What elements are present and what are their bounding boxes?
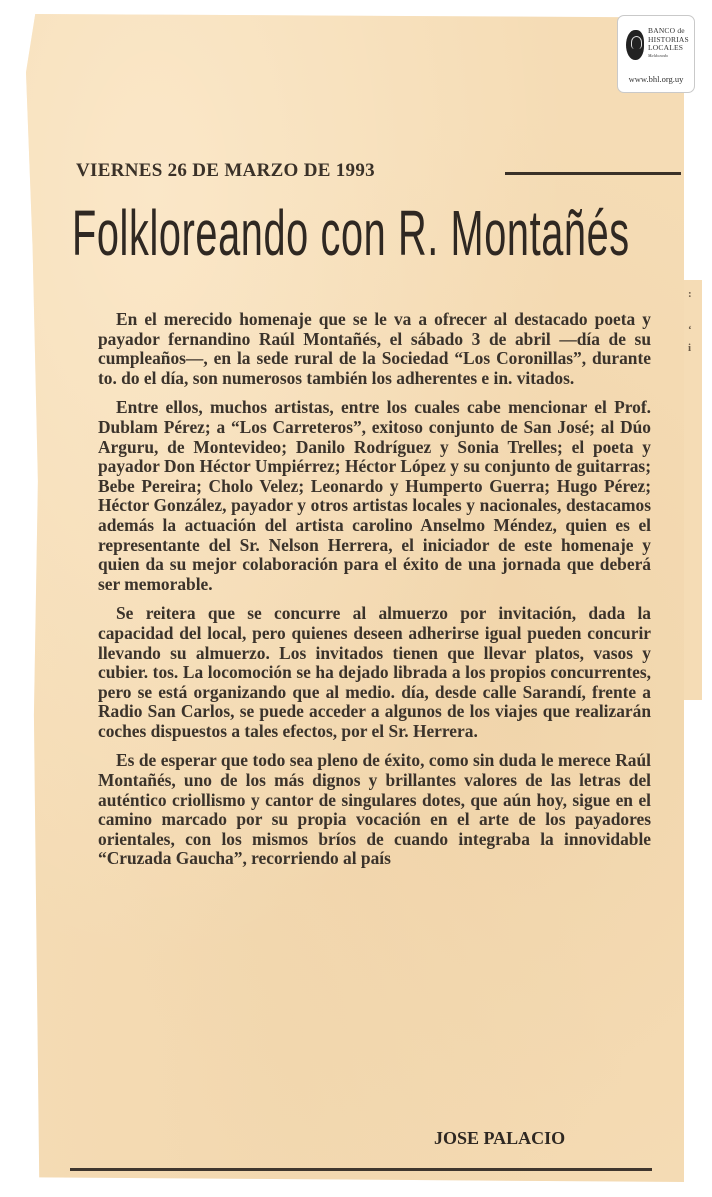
bhl-watermark-badge — [617, 15, 695, 93]
bottom-rule — [70, 1168, 652, 1171]
article-body — [98, 310, 651, 879]
headline: Folkloreando con R. Montañés — [72, 197, 630, 269]
byline: JOSE PALACIO — [434, 1128, 566, 1148]
adjacent-column-fragment: : ‘ i — [688, 288, 692, 354]
paragraph-1: En el merecido homenaje que se le va a ofrecer al destacado poeta y payador fernandino Raúl Montañés, el sábado 3 de abril —día de su cumpleaños—, en la sede rural de la Sociedad “Los Coronillas”, durante to. do el día, son numerosos también los adherentes e in. vitados. — [98, 309, 651, 388]
paragraph-3: Se reitera que se concurre al almuerzo por invitación, dada la capacidad del local, pero quienes deseen adherirse igual pueden concurir llevando su almuerzo. Los invitados tienen que llevar platos, vasos y cubier. tos. La locomoción se ha dejado librada a los propios concurrentes, pero se está organizando que al medio. día, desde calle Sarandí, frente a Radio San Carlos, se puede acceder a algunos de los viajes que realizarán coches dispuestos a tales efectos, por el Sr. Herrera. — [98, 603, 651, 741]
bhl-url: www.bhl.org.uy — [628, 74, 684, 84]
paragraph-4: Es de esperar que todo sea pleno de éxito, como sin duda le merece Raúl Montañés, uno de los más dignos y brillantes valores de las letras del auténtico criollismo y cantor de singulares dotes, que aún hoy, sigue en el camino marcado por su propia vocación en el arte de los payadores orientales, con los mismos bríos de cuando integraba la innovidable “Cruzada Gaucha”, recorriendo al país — [98, 750, 651, 869]
tree-icon — [626, 30, 644, 60]
bhl-subtitle: Maldonado — [648, 52, 669, 58]
bhl-name: BANCO de HISTORIAS LOCALES Maldonado — [648, 26, 689, 58]
dateline: VIERNES 26 DE MARZO DE 1993 — [76, 160, 375, 181]
dateline-rule — [505, 172, 681, 175]
paragraph-2: Entre ellos, muchos artistas, entre los cuales cabe mencionar el Prof. Dublam Pérez; a “Los Carreteros”, exitoso conjunto de San José; al Dúo Arguru, de Montevideo; Danilo Rodríguez y Sonia Trelles; el poeta y payador Don Héctor Umpiérrez; Héctor López y su conjunto de guitarras; Bebe Pereira; Cholo Velez; Leonardo y Humperto Guerra; Hugo Pérez; Héctor González, payador y otros artistas locales y nacionales, destacamos además la actuación del artista carolino Anselmo Méndez, quien es el representante del Sr. Nelson Herrera, el iniciador de este homenaje y quien da su mejor colaboración para el éxito de una jornada que deberá ser memorable. — [98, 397, 651, 594]
